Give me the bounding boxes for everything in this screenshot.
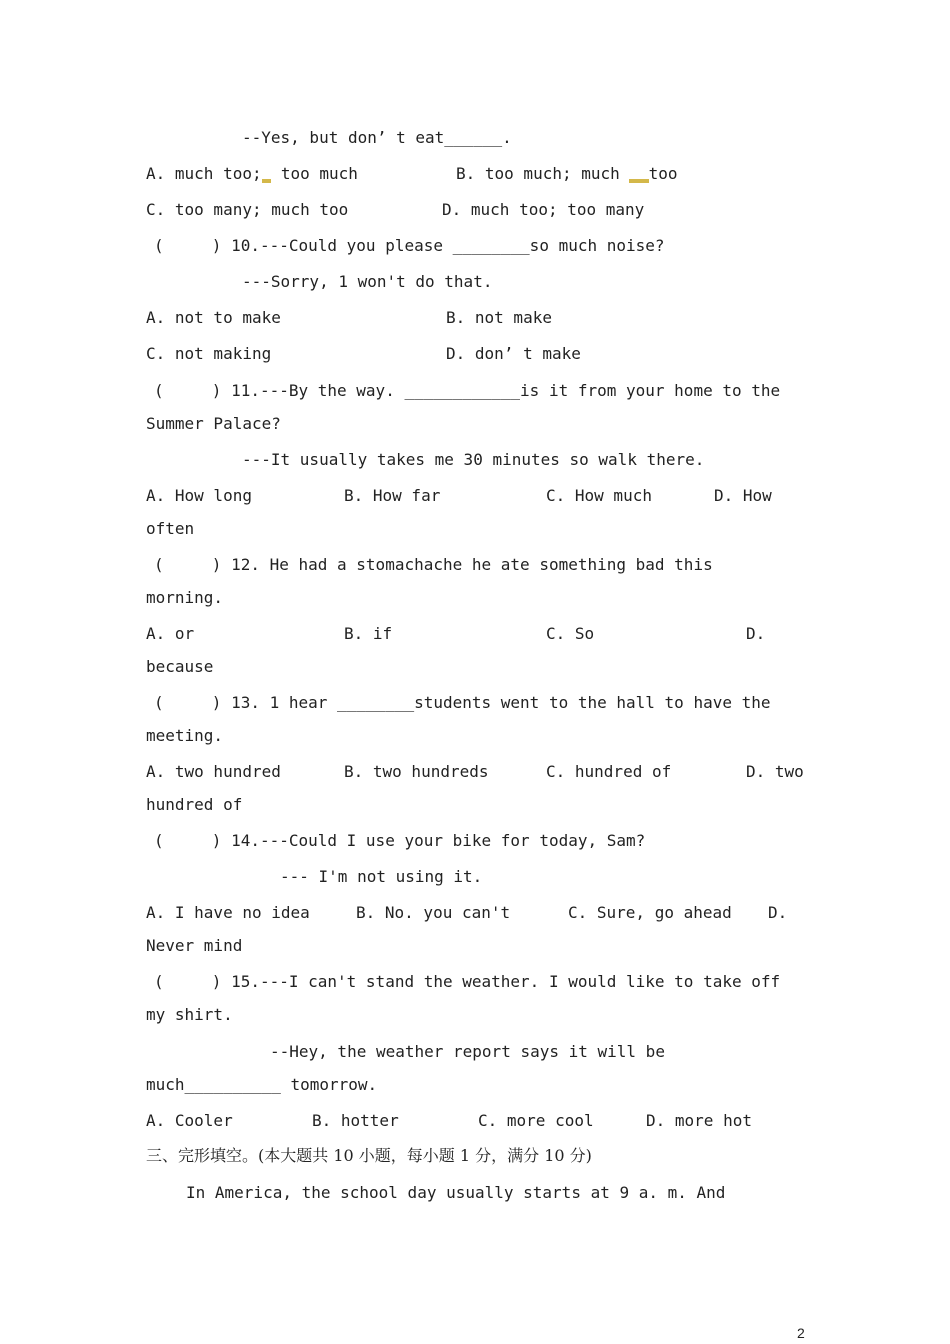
q11-option-d: D. How	[714, 486, 772, 505]
q9-option-c: C. too many; much too	[146, 200, 349, 219]
q15-reply-cont: much__________ tomorrow.	[146, 1075, 378, 1094]
q11-option-a: A. How long	[146, 486, 252, 505]
q10-question: ( ) 10.---Could you please ________so much noise?	[154, 236, 665, 255]
q15-question-cont: my shirt.	[146, 1005, 233, 1024]
q9-option-b: B. too much; much too	[456, 164, 678, 183]
q10-reply: ---Sorry, 1 won't do that.	[242, 272, 493, 291]
q13-option-d-cont: hundred of	[146, 795, 243, 814]
q14-question: ( ) 14.---Could I use your bike for today, Sam?	[154, 831, 646, 850]
q12-option-d: D.	[746, 624, 766, 643]
q10-option-a: A. not to make	[146, 308, 281, 327]
q13-question: ( ) 13. 1 hear ________students went to the hall to have the	[154, 693, 771, 712]
q11-option-b: B. How far	[344, 486, 441, 505]
q10-option-d: D. don’ t make	[446, 344, 581, 363]
q12-question-cont: morning.	[146, 588, 224, 607]
q12-option-d-cont: because	[146, 657, 214, 676]
q15-reply: --Hey, the weather report says it will be	[270, 1042, 665, 1061]
q13-option-d: D. two	[746, 762, 804, 781]
q10-option-c: C. not making	[146, 344, 272, 363]
q14-option-a: A. I have no idea	[146, 903, 310, 922]
highlight-mark	[629, 164, 648, 184]
page-number: 2	[797, 1325, 805, 1341]
q13-option-a: A. two hundred	[146, 762, 281, 781]
q15-question: ( ) 15.---I can't stand the weather. I would like to take off	[154, 972, 781, 991]
passage-line: In America, the school day usually starts at 9 a. m. And	[186, 1183, 726, 1202]
q14-option-d: D.	[768, 903, 788, 922]
q11-option-d-cont: often	[146, 519, 195, 538]
q15-option-b: B. hotter	[312, 1111, 399, 1130]
q9-option-d: D. much too; too many	[442, 200, 645, 219]
q14-reply: --- I'm not using it.	[280, 867, 483, 886]
q14-option-c: C. Sure, go ahead	[568, 903, 732, 922]
q11-question-cont: Summer Palace?	[146, 414, 281, 433]
q11-reply: ---It usually takes me 30 minutes so walk there.	[242, 450, 705, 469]
section-heading: 三、完形填空。(本大题共 10 小题，每小题 1 分，满分 10 分)	[146, 1146, 592, 1165]
q15-option-d: D. more hot	[646, 1111, 752, 1130]
q12-option-b: B. if	[344, 624, 393, 643]
q12-question: ( ) 12. He had a stomachache he ate something bad this	[154, 555, 713, 574]
q12-option-c: C. So	[546, 624, 595, 643]
q11-question: ( ) 11.---By the way. ____________is it from your home to the	[154, 381, 781, 400]
q13-option-b: B. two hundreds	[344, 762, 489, 781]
q11-option-c: C. How much	[546, 486, 652, 505]
q9-option-a: A. much too; too much	[146, 164, 358, 183]
q14-option-d-cont: Never mind	[146, 936, 243, 955]
q13-question-cont: meeting.	[146, 726, 224, 745]
q15-option-a: A. Cooler	[146, 1111, 233, 1130]
q10-option-b: B. not make	[446, 308, 552, 327]
highlight-mark	[262, 164, 272, 184]
q15-option-c: C. more cool	[478, 1111, 594, 1130]
q9-reply: --Yes, but don’ t eat______.	[242, 128, 512, 147]
q12-option-a: A. or	[146, 624, 195, 643]
q13-option-c: C. hundred of	[546, 762, 672, 781]
q14-option-b: B. No. you can't	[356, 903, 511, 922]
